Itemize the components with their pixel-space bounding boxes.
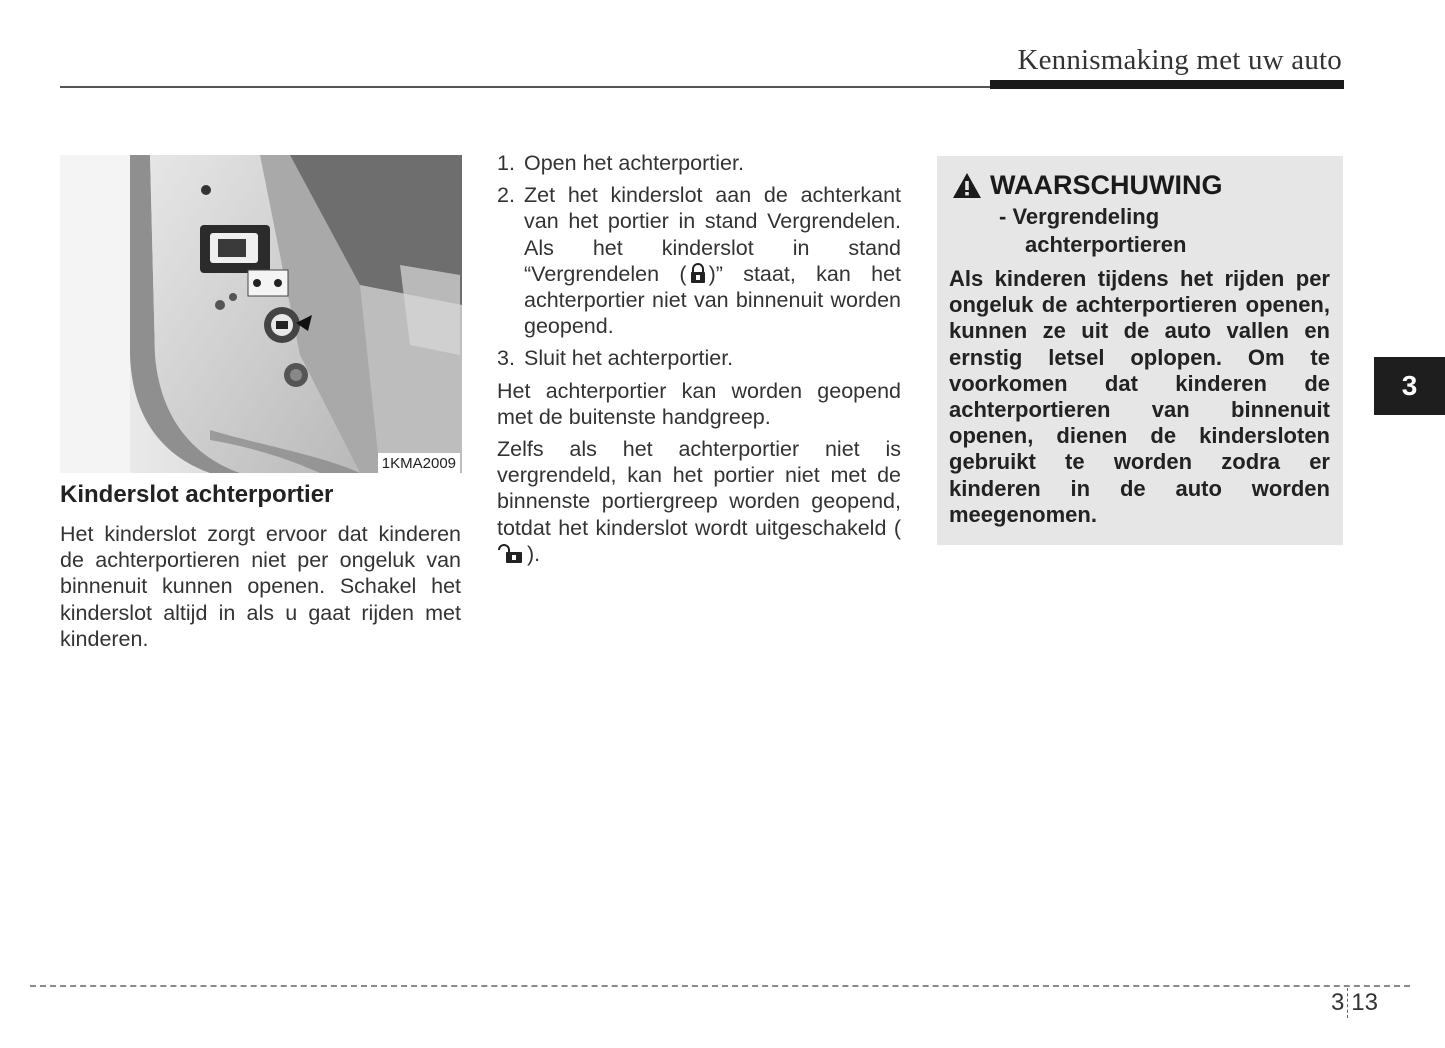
section-heading: Kinderslot achterportier [60, 481, 334, 508]
intro-paragraph: Het kinderslot zorgt ervoor dat kinderen de achterportieren niet per ongeluk van binnenuit kunnen openen. Schakel het kinderslot altijd in als u gaat rijden met kinderen. [60, 522, 461, 651]
door-child-lock-photo [60, 155, 462, 473]
list-item [497, 150, 901, 176]
page-separator [1347, 988, 1348, 1018]
step-text [524, 182, 901, 339]
list-item [497, 182, 901, 339]
figure-code: 1KMA2009 [378, 453, 460, 473]
warning-subtitle [999, 203, 1330, 259]
step-text: Sluit het achterportier. [524, 346, 734, 371]
footer-rule [30, 985, 1410, 987]
step-text-part: Zet het kinderslot aan de achterkant van het portier in stand Vergrendelen. Als het kinderslot in stand “Vergrendelen ( [524, 183, 901, 286]
header-title: Kennismaking met uw auto [1017, 44, 1342, 76]
door-lock-figure [60, 155, 462, 473]
page-index: 13 [1351, 989, 1378, 1016]
warning-title-text: WAARSCHUWING [990, 170, 1223, 200]
paragraph-outer-handle: Het achterportier kan worden geopend met de buitenste handgreep. [497, 378, 901, 429]
step-number: 1. [497, 151, 515, 175]
header-bar [990, 80, 1344, 89]
step-number: 3. [497, 346, 515, 371]
paragraph-part: ). [527, 541, 541, 566]
warning-triangle-icon [952, 172, 982, 199]
steps-list [497, 150, 901, 372]
instructions-column [497, 150, 901, 573]
paragraph-part: Zelfs als het achterportier niet is vergrendeld, kan het portier niet met de binnenste portiergreep worden geopend, totdat het kinderslot wordt uitgeschakeld ( [497, 437, 901, 540]
warning-title [952, 170, 1330, 201]
lock-icon [687, 262, 709, 284]
unlock-icon [497, 542, 527, 564]
warning-box [937, 156, 1343, 545]
header-rule [60, 86, 990, 88]
step-text-part: )” staat, kan het achterportier niet van binnenuit worden geopend. [524, 261, 901, 339]
page-chapter: 3 [1330, 989, 1345, 1016]
warning-subtitle-line1: - Vergrendeling [999, 204, 1160, 229]
step-text: Open het achterportier. [524, 151, 744, 175]
paragraph-unlock [497, 436, 901, 567]
warning-body: Als kinderen tijdens het rijden per ongeluk de achterportieren openen, kunnen ze uit de auto vallen en ernstig letsel oplopen. Om te voorkomen dat kinderen de achterportieren van binnenuit openen, dienen de kindersloten gebruikt te worden zodra er kinderen in de auto worden meegenomen. [949, 266, 1330, 527]
list-item [497, 345, 901, 371]
warning-subtitle-line2: achterportieren [1025, 232, 1187, 257]
chapter-tab: 3 [1374, 357, 1445, 415]
step-number: 2. [497, 183, 515, 208]
page-number [1331, 988, 1378, 1018]
